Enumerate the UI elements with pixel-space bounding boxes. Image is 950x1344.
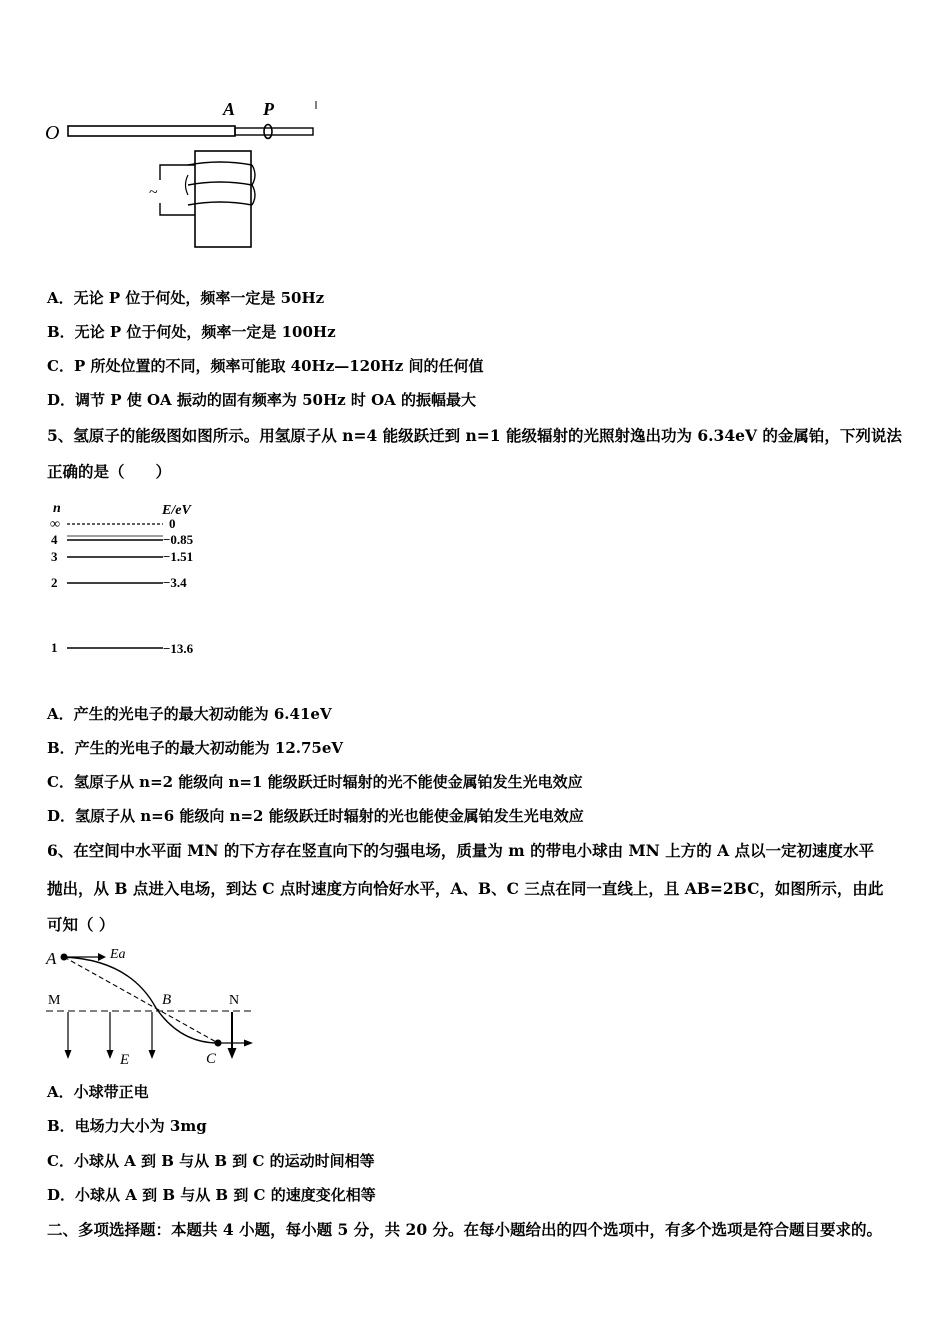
level-e-2: −3.4 — [163, 575, 187, 590]
level-n-inf: ∞ — [50, 517, 60, 532]
level-e-inf: 0 — [169, 516, 176, 531]
q4-option-c: C．P 所处位置的不同，频率可能取 40Hz—120Hz 间的任何值 — [47, 357, 484, 375]
energy-level-diagram — [45, 498, 225, 663]
q5-option-b: B．产生的光电子的最大初动能为 12.75eV — [47, 739, 344, 757]
level-n-1: 1 — [51, 640, 58, 655]
ac-symbol: ~ — [149, 184, 158, 201]
q6-option-a: A．小球带正电 — [47, 1083, 149, 1101]
level-n-4: 4 — [51, 532, 58, 547]
level-e-4: −0.85 — [163, 532, 194, 547]
q4-option-d: D．调节 P 使 OA 振动的固有频率为 50Hz 时 OA 的振幅最大 — [47, 391, 477, 409]
q5-option-a: A．产生的光电子的最大初动能为 6.41eV — [47, 705, 332, 723]
rod-coil-figure — [40, 95, 330, 255]
level-e-1: −13.6 — [163, 641, 194, 656]
label-p: P — [263, 99, 274, 119]
q5-option-c: C．氢原子从 n=2 能级向 n=1 能级跃迁时辐射的光不能使金属铂发生光电效应 — [47, 773, 583, 791]
ea-label: Ea — [110, 947, 126, 962]
q6-stem-line3: 可知（ ） — [47, 915, 115, 934]
q6-stem-line2: 抛出，从 B 点进入电场，到达 C 点时速度方向恰好水平，A、B、C 三点在同一直线上，且 AB=2BC，如图所示，由此 — [47, 879, 884, 898]
q4-option-a: A．无论 P 位于何处，频率一定是 50Hz — [47, 289, 325, 307]
q4-option-b: B．无论 P 位于何处，频率一定是 100Hz — [47, 323, 336, 341]
q6-option-c: C．小球从 A 到 B 与从 B 到 C 的运动时间相等 — [47, 1152, 375, 1170]
label-e: E — [120, 1052, 130, 1068]
point-c-label: C — [206, 1051, 217, 1067]
q5-option-d: D．氢原子从 n=6 能级向 n=2 能级跃迁时辐射的光也能使金属铂发生光电效应 — [47, 807, 584, 825]
label-a: A — [223, 99, 236, 119]
level-e-3: −1.51 — [163, 549, 194, 564]
label-o: O — [45, 122, 60, 144]
level-n-3: 3 — [51, 549, 58, 564]
n-header: n — [53, 501, 61, 516]
label-m: M — [48, 993, 61, 1008]
label-n: N — [229, 993, 240, 1008]
section-2-heading: 二、多项选择题：本题共 4 小题，每小题 5 分，共 20 分。在每小题给出的四个选项中，有多个选项是符合题目要求的。 — [47, 1220, 883, 1239]
q6-option-d: D．小球从 A 到 B 与从 B 到 C 的速度变化相等 — [47, 1186, 376, 1204]
q5-stem-line2: 正确的是（ ） — [47, 462, 172, 481]
level-n-2: 2 — [51, 575, 58, 590]
e-header: E/eV — [162, 503, 191, 518]
q5-stem-line1: 5、氢原子的能级图如图所示。用氢原子从 n=4 能级跃迁到 n=1 能级辐射的光照射逸出功为 6.34eV 的金属铂，下列说法 — [47, 426, 902, 445]
q6-stem-line1: 6、在空间中水平面 MN 的下方存在竖直向下的匀强电场，质量为 m 的带电小球由 MN 上方的 A 点以一定初速度水平 — [47, 841, 875, 860]
q6-option-b: B．电场力大小为 3mg — [47, 1117, 207, 1135]
point-a-label: A — [46, 949, 57, 968]
projectile-field-figure — [40, 940, 270, 1070]
label-b: B — [162, 992, 172, 1008]
